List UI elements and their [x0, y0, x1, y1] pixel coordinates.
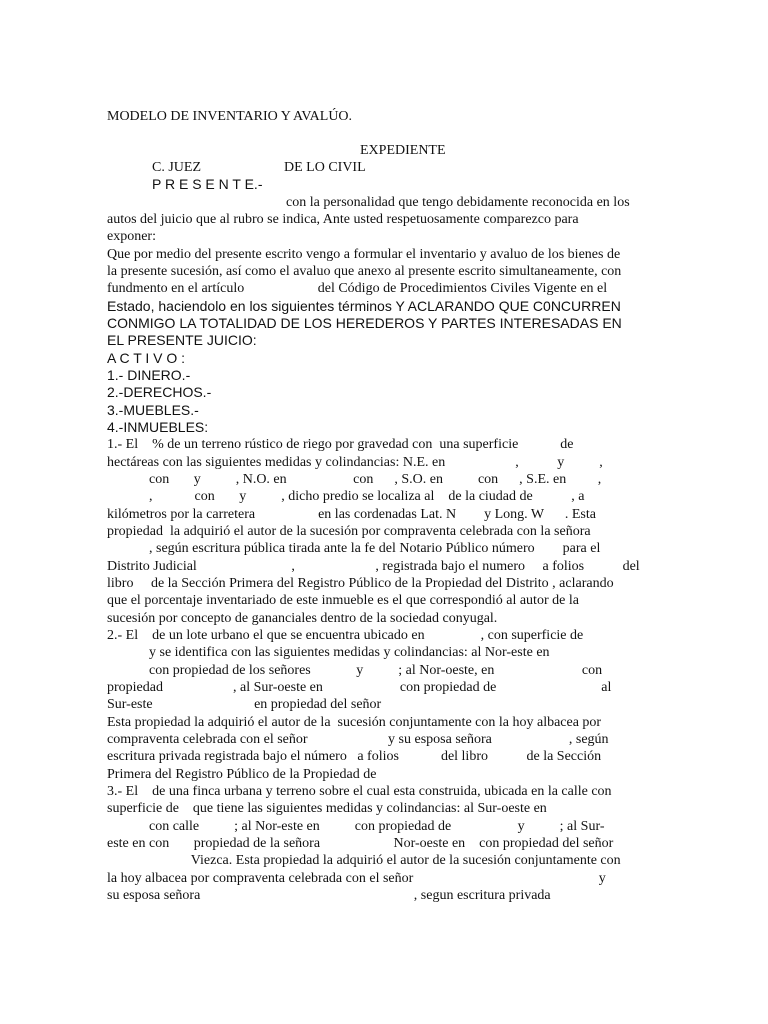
section-item: 4.-INMUEBLES: — [107, 419, 209, 435]
body-line: con calle ; al Nor-este en con propiedad de y ; al Sur- — [107, 819, 605, 834]
body-line: con y , N.O. en con , S.O. en con , S.E. en , — [107, 472, 602, 487]
body-line: Primera del Registro Público de la Propiedad de — [107, 767, 377, 782]
body-line: 1.- El % de un terreno rústico de riego por gravedad con una superficie de — [107, 437, 574, 452]
body-line: este en con propiedad de la señora Nor-oeste en con propiedad del señor — [107, 836, 614, 851]
body-line: fundmento en el artículo del Código de Procedimientos Civiles Vigente en el — [107, 281, 608, 296]
body-line: con propiedad de los señores y ; al Nor-oeste, en con — [107, 663, 603, 678]
body-line: libro de la Sección Primera del Registro Público de la Propiedad del Distrito , aclarando — [107, 576, 614, 591]
body-line: EL PRESENTE JUICIO: — [107, 332, 257, 348]
body-line: propiedad la adquirió el autor de la sucesión por compraventa celebrada con la señora — [107, 524, 591, 539]
body-line: superficie de que tiene las siguientes medidas y colindancias: al Sur-oeste en — [107, 801, 547, 816]
body-line: escritura privada registrada bajo el número a folios del libro de la Sección — [107, 749, 602, 764]
body-line: 2.- El de un lote urbano el que se encuentra ubicado en , con superficie de — [107, 628, 584, 643]
body-line: 3.- El de una finca urbana y terreno sobre el cual esta construida, ubicada en la calle con — [107, 784, 612, 799]
expediente-label: EXPEDIENTE — [360, 143, 446, 158]
addressee-juez: C. JUEZ — [152, 160, 201, 175]
body-line: Distrito Judicial , , registrada bajo el numero a folios del — [107, 559, 640, 574]
section-item: 1.- DINERO.- — [107, 367, 191, 383]
body-line: , según escritura pública tirada ante la fe del Notario Público número para el — [107, 541, 601, 556]
body-line: su esposa señora , segun escritura privada — [107, 888, 551, 903]
body-line: sucesión por concepto de gananciales dentro de la sociedad conyugal. — [107, 611, 498, 626]
body-line: propiedad , al Sur-oeste en con propiedad de al — [107, 680, 612, 695]
body-line: Esta propiedad la adquirió el autor de la sucesión conjuntamente con la hoy albacea por — [107, 715, 602, 730]
body-line: y se identifica con las siguientes medidas y colindancias: al Nor-este en — [107, 645, 550, 660]
body-line: con la personalidad que tengo debidamente reconocida en los — [286, 195, 630, 210]
section-activo: A C T I V O : — [107, 350, 186, 366]
section-item: 2.-DERECHOS.- — [107, 384, 212, 400]
body-line: Sur-este en propiedad del señor — [107, 697, 382, 712]
body-line: , con y , dicho predio se localiza al de la ciudad de , a — [107, 489, 585, 504]
section-item: 3.-MUEBLES.- — [107, 402, 199, 418]
body-line: exponer: — [107, 229, 156, 244]
body-line: Viezca. Esta propiedad la adquirió el autor de la sucesión conjuntamente con — [107, 853, 621, 868]
document-title: MODELO DE INVENTARIO Y AVALÚO. — [107, 109, 353, 124]
body-line: kilómetros por la carretera en las cordenadas Lat. N y Long. W . Esta — [107, 507, 596, 522]
body-line: Que por medio del presente escrito vengo a formular el inventario y avaluo de los bienes de — [107, 247, 621, 262]
addressee-civil: DE LO CIVIL — [284, 160, 366, 175]
body-line: la presente sucesión, así como el avaluo que anexo al presente escrito simultaneamente, con — [107, 264, 622, 279]
body-line: que el porcentaje inventariado de este inmueble es el que correspondió al autor de la — [107, 593, 579, 608]
body-line: autos del juicio que al rubro se indica, Ante usted respetuosamente comparezco para — [107, 212, 579, 227]
body-line: la hoy albacea por compraventa celebrada con el señor y — [107, 871, 606, 886]
body-line: Estado, haciendolo en los siguientes términos Y ACLARANDO QUE C0NCURREN — [107, 298, 621, 314]
body-line: CONMIGO LA TOTALIDAD DE LOS HEREDEROS Y PARTES INTERESADAS EN — [107, 315, 622, 331]
body-line: hectáreas con las siguientes medidas y colindancias: N.E. en , y , — [107, 455, 603, 470]
addressee-presente: P R E S E N T E.- — [152, 176, 263, 192]
body-line: compraventa celebrada con el señor y su esposa señora , según — [107, 732, 609, 747]
